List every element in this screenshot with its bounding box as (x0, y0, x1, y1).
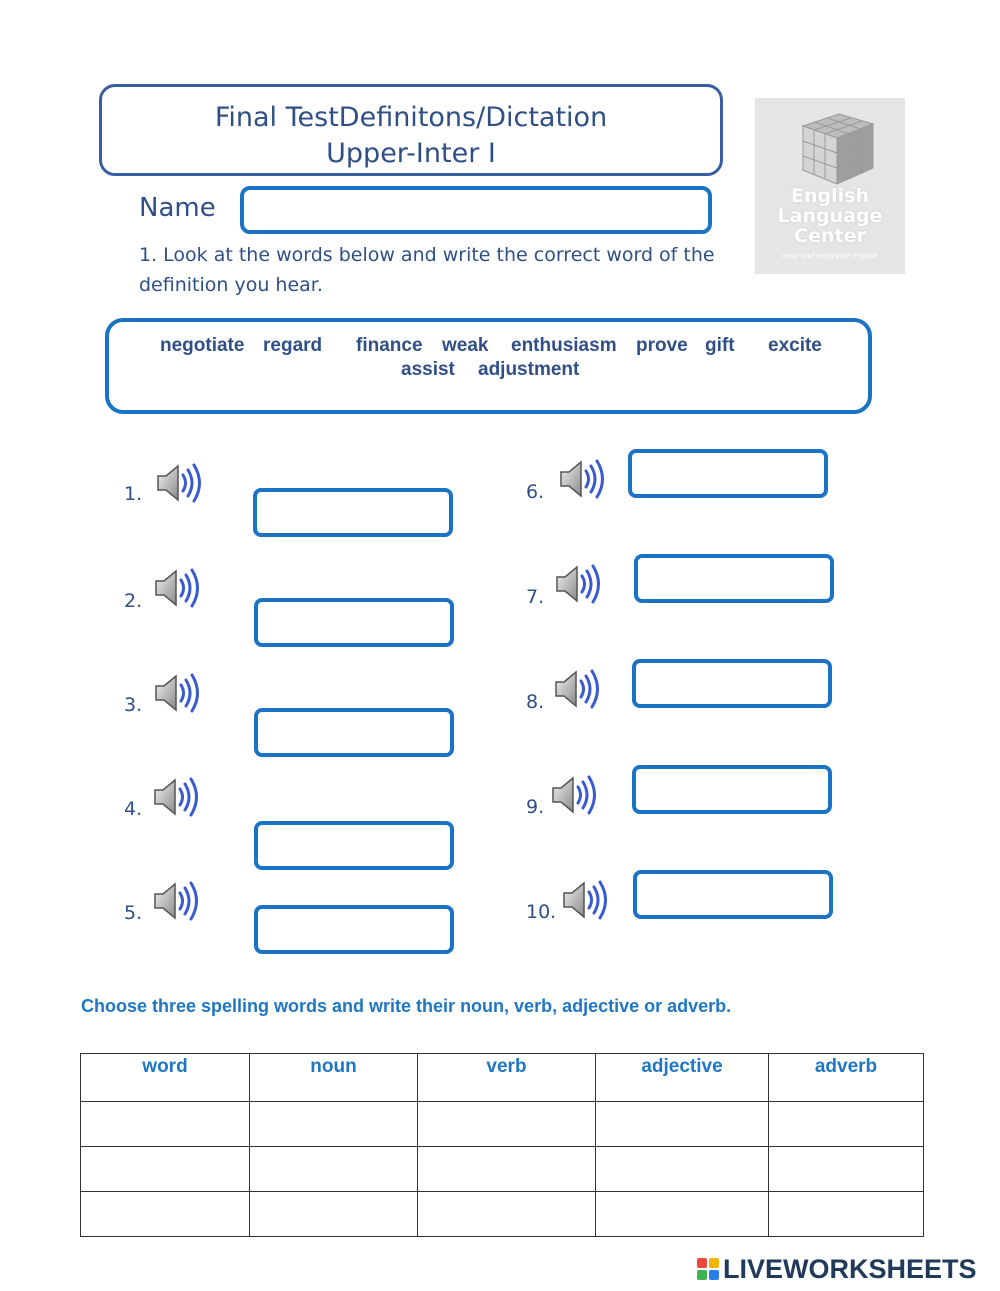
speaker-icon[interactable] (553, 561, 607, 607)
item-number: 9. (526, 796, 545, 818)
instruction-text: 1. Look at the words below and write the correct word of the definition you hear. (139, 244, 715, 296)
speaker-icon[interactable] (152, 670, 206, 716)
liveworksheets-brand[interactable] (697, 1252, 977, 1286)
answer-input-5[interactable] (254, 905, 454, 954)
word-bank-item: assist (401, 359, 455, 380)
table-row (81, 1147, 924, 1192)
item-number: 3. (124, 694, 143, 716)
logo-square (709, 1258, 719, 1268)
table-cell (418, 1147, 596, 1192)
column-header-word: word (81, 1054, 250, 1102)
table-cell (596, 1102, 769, 1147)
item-number: 7. (526, 586, 545, 608)
cell-input[interactable] (596, 1102, 768, 1146)
cell-input[interactable] (81, 1102, 249, 1146)
table-cell (250, 1192, 418, 1237)
word-bank-item: enthusiasm (511, 335, 617, 356)
cell-input[interactable] (81, 1192, 249, 1236)
cell-input[interactable] (250, 1147, 417, 1191)
table-cell (596, 1147, 769, 1192)
answer-input-1[interactable] (253, 488, 453, 537)
column-header-adverb: adverb (769, 1054, 924, 1102)
cell-input[interactable] (250, 1192, 417, 1236)
cell-input[interactable] (596, 1147, 768, 1191)
title-box (99, 84, 723, 176)
logo-line-3: Center (794, 225, 866, 247)
table-instruction: Choose three spelling words and write their noun, verb, adjective or adverb. (81, 996, 732, 1016)
table-cell (418, 1102, 596, 1147)
title-line-2: Upper-Inter I (326, 138, 496, 169)
speaker-icon[interactable] (560, 877, 614, 923)
cell-input[interactable] (418, 1192, 595, 1236)
item-number: 6. (526, 481, 545, 503)
item-number: 10. (526, 901, 557, 923)
logo-text (755, 186, 905, 246)
word-bank-item: gift (705, 335, 735, 356)
answer-input-10[interactable] (633, 870, 833, 919)
speaker-icon[interactable] (552, 666, 606, 712)
logo-line-2: Language (777, 205, 883, 227)
cell-input[interactable] (418, 1102, 595, 1146)
table-row (81, 1192, 924, 1237)
word-bank-item: negotiate (160, 335, 245, 356)
logo-square (697, 1270, 707, 1280)
cell-input[interactable] (769, 1192, 923, 1236)
column-header-adjective: adjective (596, 1054, 769, 1102)
table-cell (250, 1147, 418, 1192)
logo (755, 98, 905, 274)
table-cell (250, 1102, 418, 1147)
answer-input-6[interactable] (628, 449, 828, 498)
item-number: 4. (124, 798, 143, 820)
answer-input-7[interactable] (634, 554, 834, 603)
speaker-icon[interactable] (152, 565, 206, 611)
word-forms-table (80, 1053, 924, 1237)
speaker-icon[interactable] (154, 460, 208, 506)
table-row (81, 1102, 924, 1147)
item-number: 1. (124, 483, 143, 505)
cell-input[interactable] (418, 1147, 595, 1191)
answer-input-8[interactable] (632, 659, 832, 708)
word-bank-item: excite (768, 335, 822, 356)
table-cell (769, 1102, 924, 1147)
table-cell (769, 1192, 924, 1237)
title-line-1: Final TestDefinitons/Dictation (214, 102, 608, 133)
answer-input-2[interactable] (254, 598, 454, 647)
word-bank-item: finance (356, 335, 423, 356)
name-input[interactable] (240, 186, 712, 234)
table-cell (81, 1102, 250, 1147)
word-bank-item: adjustment (478, 359, 580, 380)
speaker-icon[interactable] (557, 456, 611, 502)
table-header-row (81, 1054, 924, 1102)
cell-input[interactable] (769, 1102, 923, 1146)
logo-square (697, 1258, 707, 1268)
table-cell (81, 1192, 250, 1237)
table-cell (769, 1147, 924, 1192)
logo-square (709, 1270, 719, 1280)
item-number: 2. (124, 590, 143, 612)
word-bank-item: weak (442, 335, 489, 356)
logo-tagline: easy and enjoyable English (782, 252, 878, 260)
answer-input-9[interactable] (632, 765, 832, 814)
word-bank-item: prove (636, 335, 688, 356)
word-bank-item: regard (263, 335, 323, 356)
liveworksheets-logo-icon (697, 1258, 719, 1280)
liveworksheets-wordmark: LIVEWORKSHEETS (723, 1253, 977, 1284)
speaker-icon[interactable] (151, 878, 205, 924)
name-label: Name (139, 193, 216, 223)
cell-input[interactable] (81, 1147, 249, 1191)
logo-line-1: English (791, 185, 869, 207)
cell-input[interactable] (596, 1192, 768, 1236)
item-number: 5. (124, 902, 143, 924)
item-number: 8. (526, 691, 545, 713)
cell-input[interactable] (769, 1147, 923, 1191)
table-cell (418, 1192, 596, 1237)
table-cell (596, 1192, 769, 1237)
table-cell (81, 1147, 250, 1192)
column-header-noun: noun (250, 1054, 418, 1102)
answer-input-4[interactable] (254, 821, 454, 870)
speaker-icon[interactable] (151, 774, 205, 820)
column-header-verb: verb (418, 1054, 596, 1102)
answer-input-3[interactable] (254, 708, 454, 757)
word-bank (105, 318, 872, 414)
cell-input[interactable] (250, 1102, 417, 1146)
speaker-icon[interactable] (549, 772, 603, 818)
